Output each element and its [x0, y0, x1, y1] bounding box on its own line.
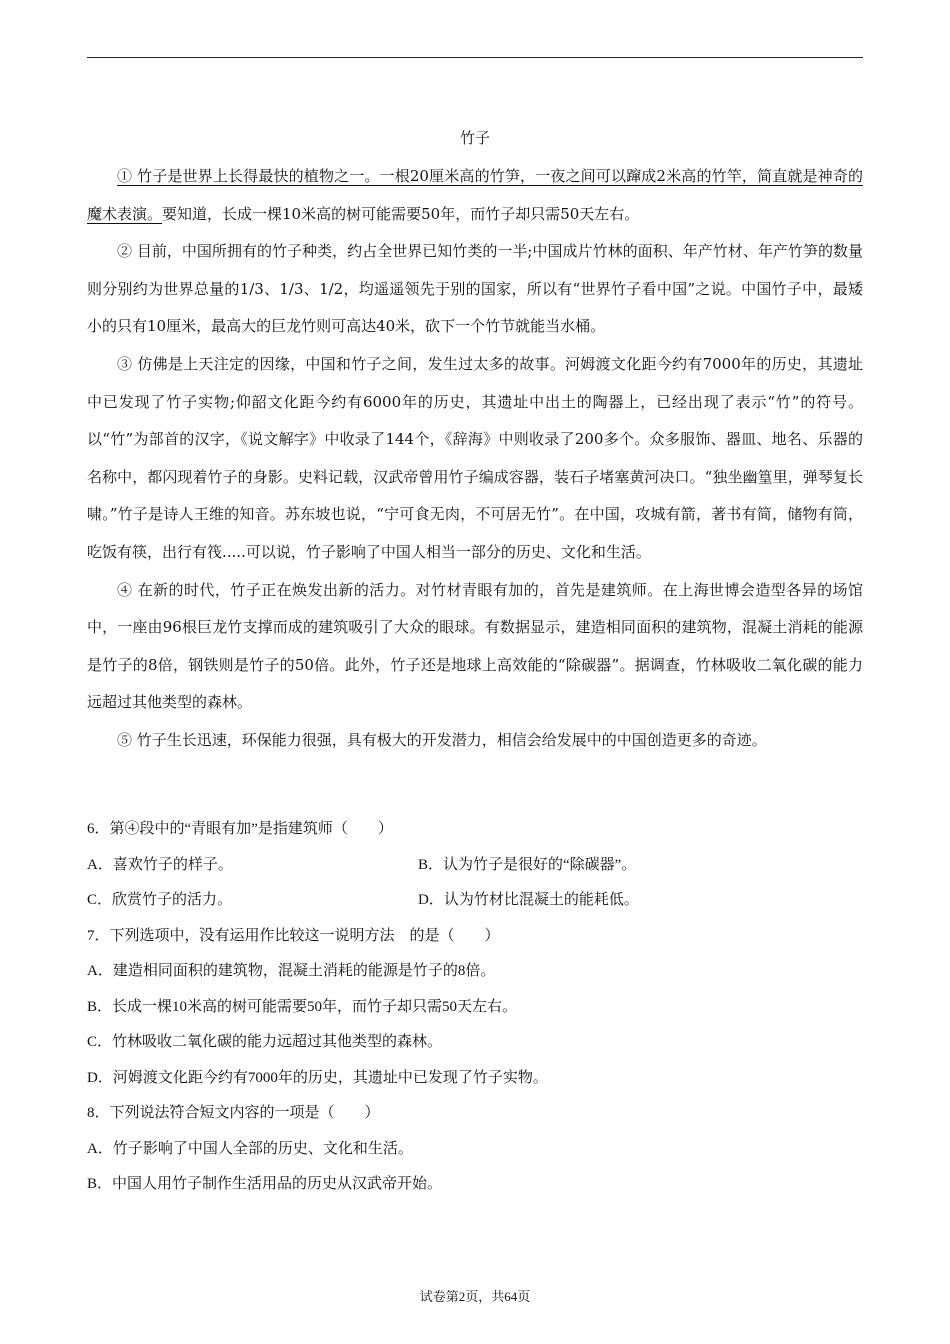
paragraph-5: ⑤ 竹子生长迅速，环保能力很强，具有极大的开发潜力，相信会给发展中的中国创造更多的奇迹。	[117, 730, 767, 749]
question-7-stem-post: 运用作比较这一说明方法 的是（ ）	[229, 927, 500, 944]
question-6-stem: 6．第④段中的“青眼有加”是指建筑师（ ）	[87, 821, 393, 837]
question-7-option-c[interactable]: C．竹林吸收二氧化碳的能力远超过其他类型的森林。	[87, 1034, 443, 1050]
paragraph-1	[87, 158, 863, 233]
question-7-option-b[interactable]: B．长成一棵10米高的树可能需要50年，而竹子却只需50天左右。	[87, 998, 518, 1015]
questions	[87, 816, 863, 1207]
question-8-option-a[interactable]: A．竹子影响了中国人全部的历史、文化和生活。	[87, 1140, 413, 1157]
paragraph-4: ④ 在新的时代，竹子正在焕发出新的活力。对竹材青眼有加的，首先是建筑师。在上海世博会造型各异的场馆中，一座由96根巨龙竹支撑而成的建筑吸引了大众的眼球。有数据显示，建造相同面积的建筑物，混凝土消耗的能源是竹子的8倍，钢铁则是竹子的50倍。此外，竹子还是地球上高效能的“除碳器”。据调查，竹林吸收二氧化碳的能力远超过其他类型的森林。	[87, 580, 863, 712]
passage-body	[87, 158, 863, 760]
question-8-stem	[87, 1100, 863, 1136]
question-6-options-row-1	[87, 852, 863, 888]
question-6-option-b[interactable]: B．认为竹子是很好的“除碳器”。	[418, 856, 637, 873]
question-7-option-a[interactable]: A．建造相同面积的建筑物，混凝土消耗的能源是竹子的8倍。	[87, 963, 496, 979]
question-8-stem-pre: 8．下列说法	[87, 1105, 170, 1121]
question-7-stem	[87, 923, 863, 959]
passage-title: 竹子	[459, 129, 490, 147]
question-8-stem-post: 短文内容的一项是（ ）	[199, 1105, 380, 1121]
paragraph-3: ③ 仿佛是上天注定的因缘，中国和竹子之间，发生过太多的故事。河姆渡文化距今约有7000年的历史，其遗址中已发现了竹子实物;仰韶文化距今约有6000年的历史，其遗址中出土的陶器上，已经出现了表示“竹”的符号。以“竹”为部首的汉字，《说文解字》中收录了144个，《辞海》中则收录了200多个。众多服饰、器皿、地名、乐器的名称中，都闪现着竹子的身影。史料记载，汉武帝曾用竹子编成容器，装石子堵塞黄河决口。“独坐幽篁里，弹琴复长啸。”竹子是诗人王维的知音。苏东坡也说，“宁可食无肉，不可居无竹”。在中国，攻城有箭，著书有简，储物有筒，吃饭有筷，出行有筏.....可以说，竹子影响了中国人相当一部分的历史、文化和生活。	[87, 354, 863, 561]
paragraph-1-rest: 要知道，长成一棵10米高的树可能需要50年，而竹子却只需50天左右。	[162, 204, 640, 223]
question-6-option-d[interactable]: D．认为竹材比混凝土的能耗低。	[418, 892, 639, 908]
header-rule	[87, 57, 863, 58]
question-8-option-b[interactable]: B．中国人用竹子制作生活用品的历史从汉武帝开始。	[87, 1176, 443, 1192]
emphasis-dotted-text: · · 符合	[170, 1105, 200, 1121]
question-7-stem-pre: 7．下列选项中，	[87, 927, 200, 944]
underlined-sentence: ① 竹子是世界上长得最快的植物之一。一根20厘米高的竹笋，一夜之间可以蹿成2米高的竹竿，简直就是神奇的魔术表演。	[87, 167, 863, 223]
question-6-option-a[interactable]: A．喜欢竹子的样子。	[87, 856, 233, 873]
question-6-option-c[interactable]: C．欣赏竹子的活力。	[87, 892, 233, 908]
page-footer: 试卷第2页，共64页	[419, 1289, 531, 1304]
emphasis-dotted-text: · · 没有	[200, 928, 230, 944]
question-7-option-d[interactable]: D．河姆渡文化距今约有7000年的历史，其遗址中已发现了竹子实物。	[87, 1069, 548, 1086]
paragraph-2: ② 目前，中国所拥有的竹子种类，约占全世界已知竹类的一半;中国成片竹林的面积、年产竹材、年产竹笋的数量则分别约为世界总量的1/3、1/3、1/2，均遥遥领先于别的国家，所以有“世界竹子看中国”之说。中国竹子中，最矮小的只有10厘米，最高大的巨龙竹则可高达40米，砍下一个竹节就能当水桶。	[87, 242, 863, 336]
